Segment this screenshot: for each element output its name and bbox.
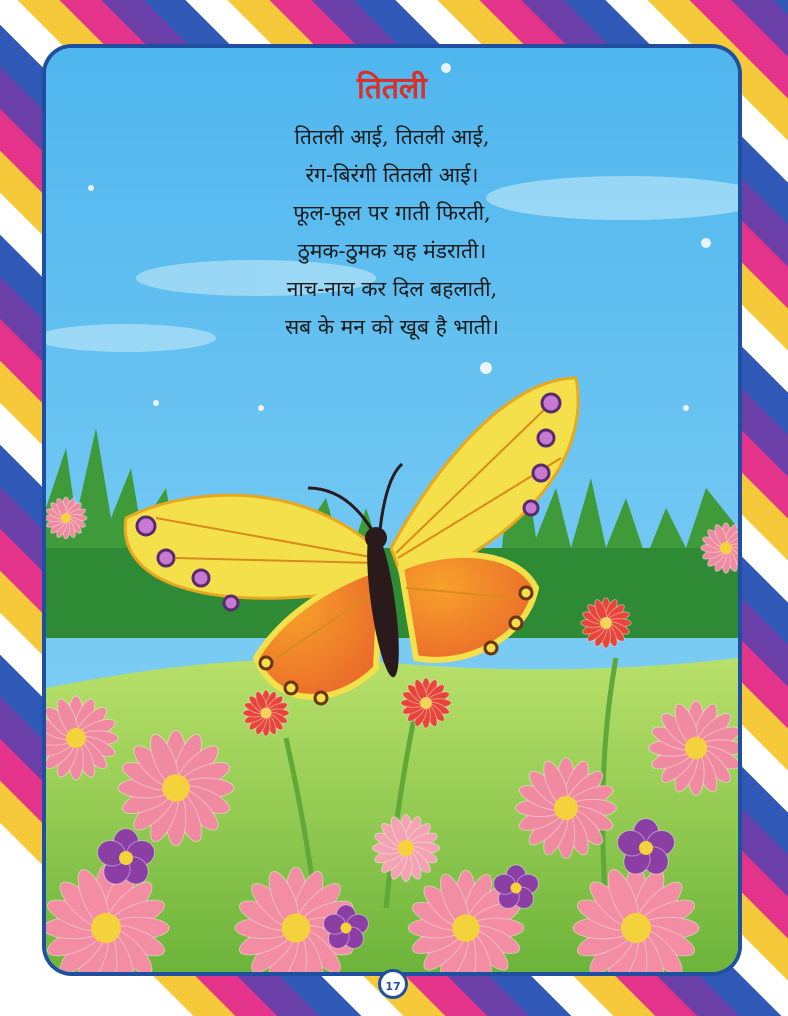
page-number: 17 bbox=[378, 969, 408, 999]
poem-line: नाच-नाच कर दिल बहलाती, bbox=[286, 277, 498, 301]
poem-title: तितली bbox=[356, 71, 428, 106]
poem-card bbox=[46, 48, 738, 972]
poem-line: ठुमक-ठुमक यह मंडराती। bbox=[297, 239, 487, 263]
flower bbox=[401, 678, 451, 728]
flower bbox=[118, 730, 234, 846]
flower bbox=[649, 701, 738, 796]
flower bbox=[46, 497, 87, 539]
poem-text bbox=[46, 118, 738, 346]
poem-line: फूल-फूल पर गाती फिरती, bbox=[293, 201, 491, 225]
flower bbox=[372, 814, 439, 881]
poem-line: रंग-बिरंगी तितली आई। bbox=[305, 163, 479, 187]
flower bbox=[516, 758, 617, 859]
poem-line: सब के मन को खूब है भाती। bbox=[284, 315, 500, 339]
flower bbox=[243, 690, 289, 736]
poem-line: तितली आई, तितली आई, bbox=[294, 125, 490, 149]
flower bbox=[581, 598, 631, 648]
